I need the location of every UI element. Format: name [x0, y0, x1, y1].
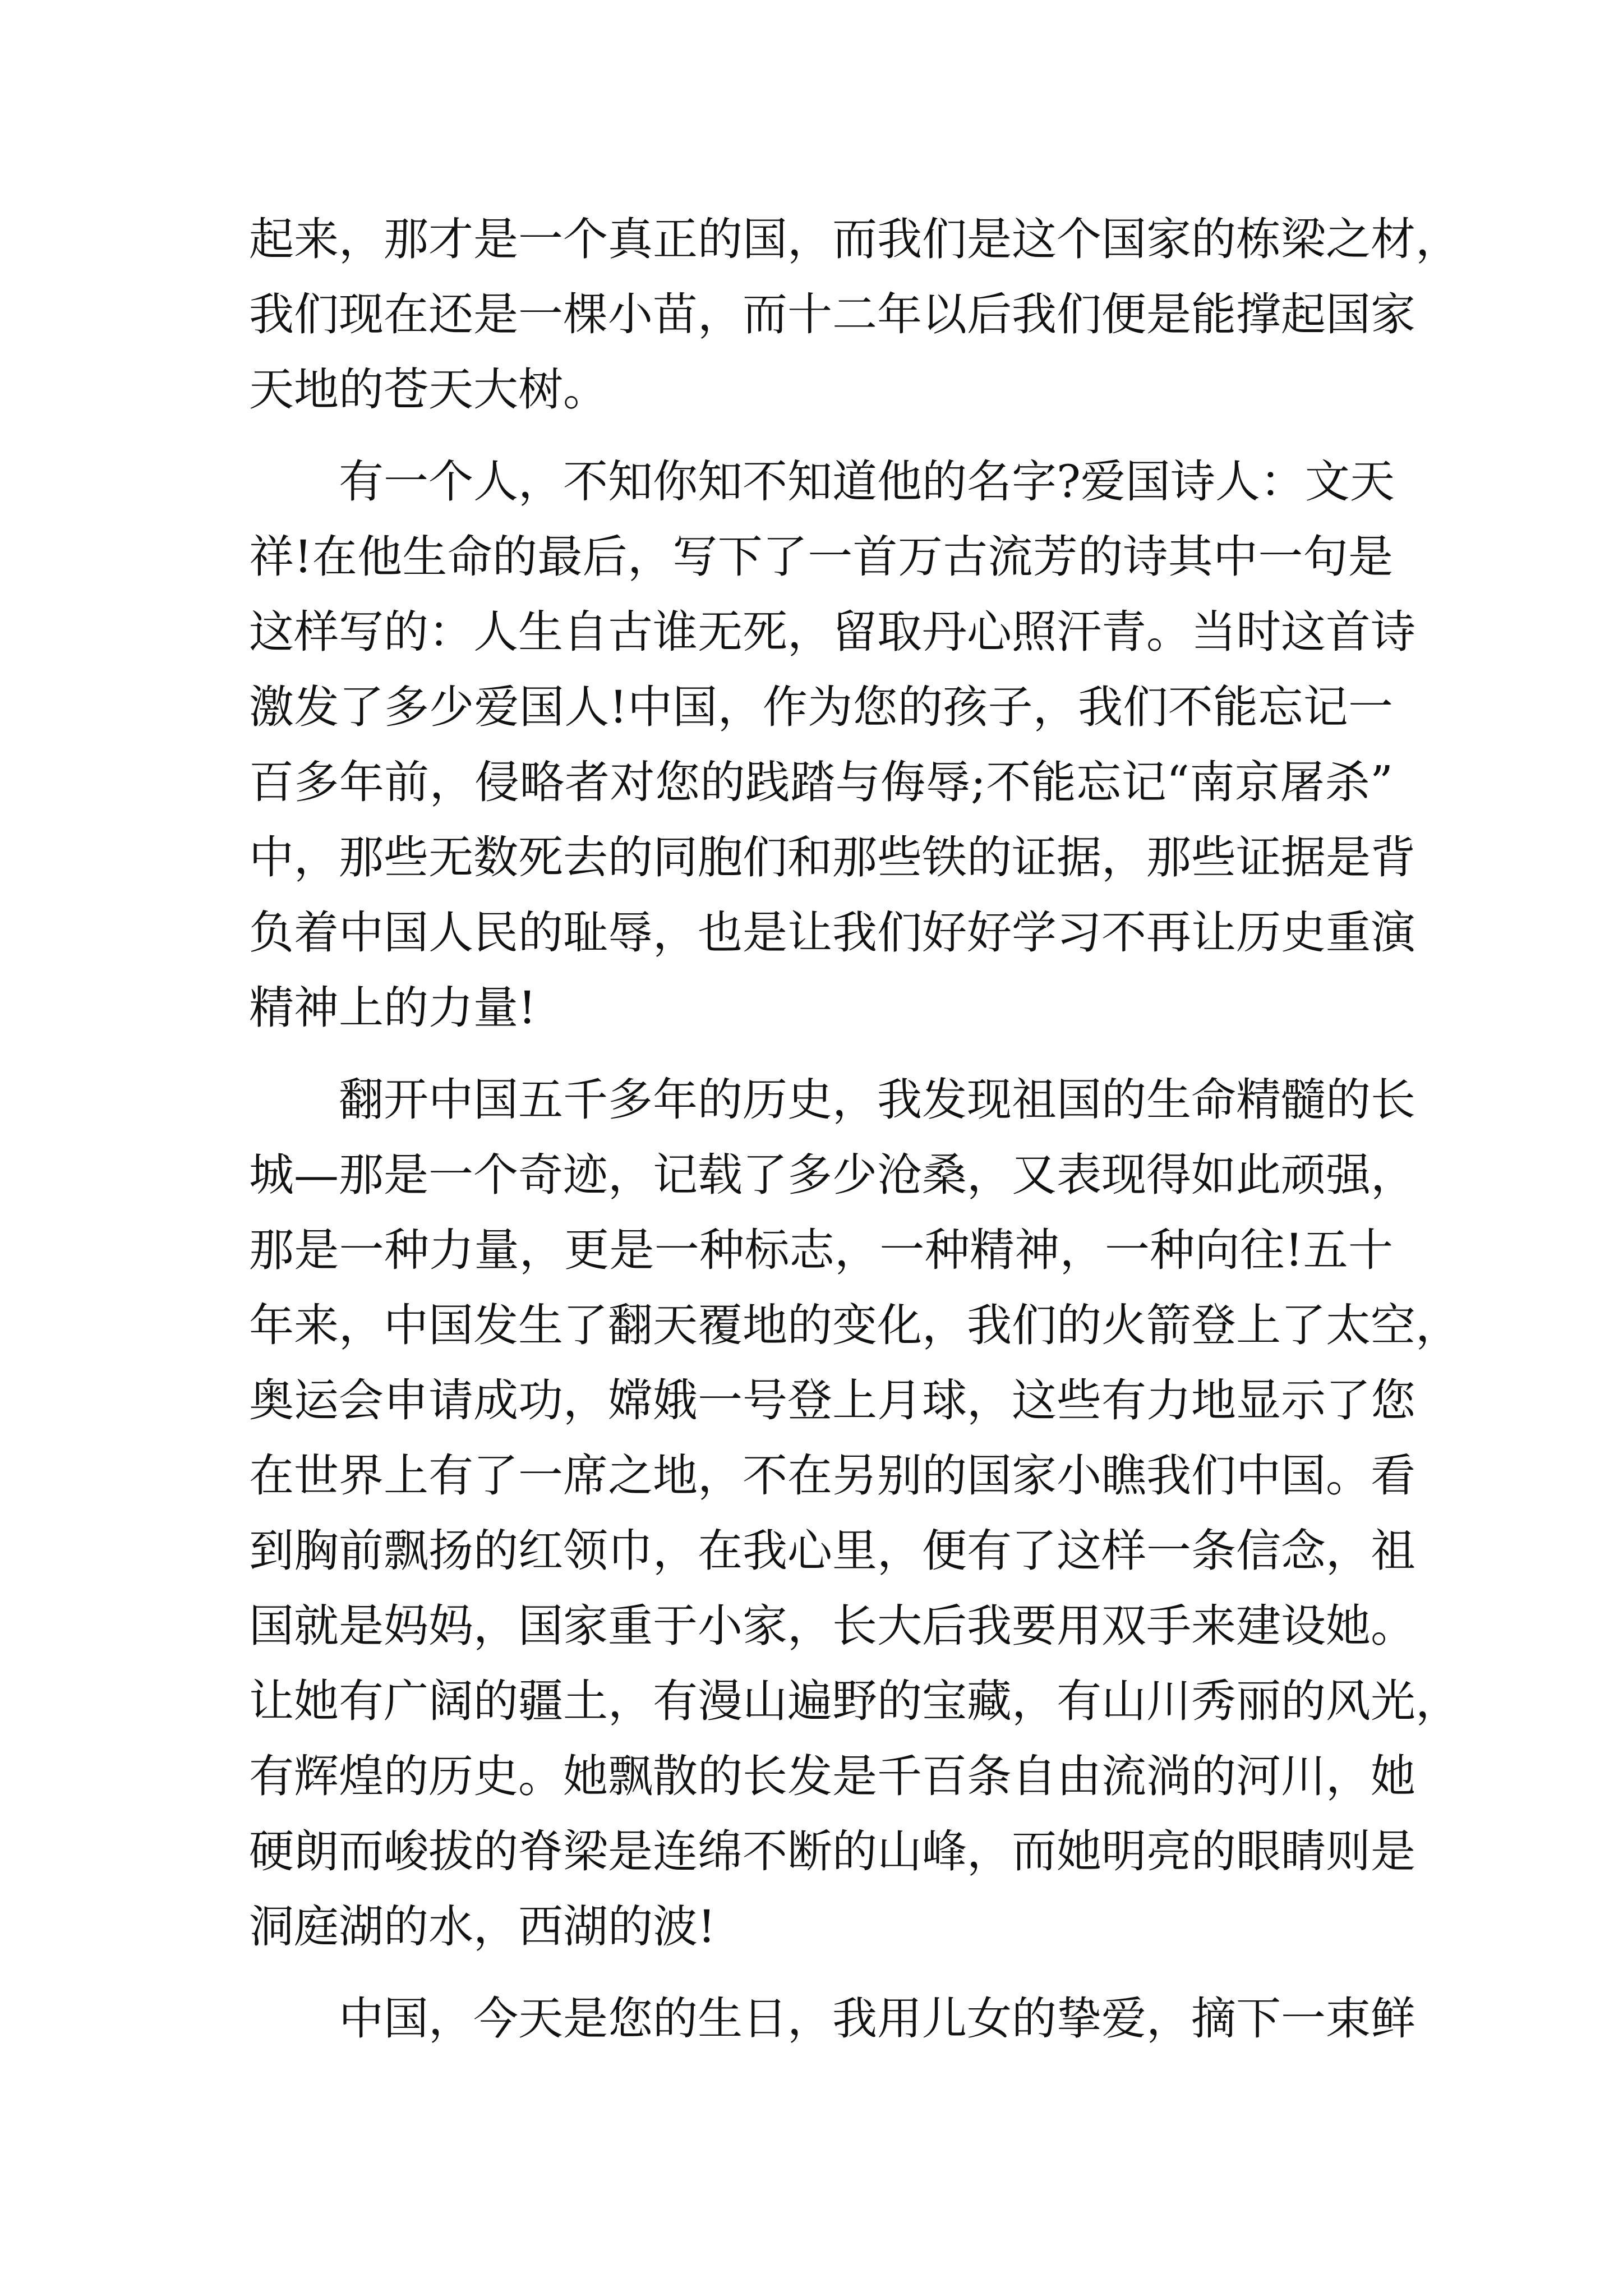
paragraph-gap: [249, 1046, 1393, 1062]
text-line: 年来，中国发生了翻天覆地的变化，我们的火箭登上了太空，: [249, 1299, 1460, 1351]
text-line: 百多年前，侵略者对您的践踏与侮辱;不能忘记“南京屠杀”: [249, 756, 1393, 808]
paragraph: [249, 444, 1415, 1046]
text-line: 奥运会申请成功，嫦娥一号登上月球，这些有力地显示了您: [249, 1374, 1415, 1427]
text-line: 有一个人，不知你知不知道他的名字?爱国诗人：文天: [339, 455, 1395, 508]
text-line: 在世界上有了一席之地，不在另别的国家小瞧我们中国。看: [249, 1450, 1415, 1502]
text-line: 硬朗而峻拔的脊梁是连绵不断的山峰，而她明亮的眼睛则是: [249, 1825, 1415, 1878]
text-line: 中国，今天是您的生日，我用儿女的挚爱，摘下一束鲜: [339, 1993, 1415, 2045]
paragraph: [249, 1062, 1460, 1964]
text-line: 天地的苍天大树。: [249, 364, 608, 416]
text-line: 让她有广阔的疆土，有漫山遍野的宝藏，有山川秀丽的风光，: [249, 1675, 1460, 1727]
text-line: 那是一种力量，更是一种标志，一种精神，一种向往!五十: [249, 1224, 1393, 1276]
text-line: 祥!在他生命的最后，写下了一首万古流芳的诗其中一句是: [249, 531, 1393, 583]
text-line: 这样写的：人生自古谁无死，留取丹心照汗青。当时这首诗: [249, 606, 1415, 658]
text-line: 到胸前飘扬的红领巾，在我心里，便有了这样一条信念，祖: [249, 1525, 1415, 1577]
paragraph: [249, 1981, 1415, 2056]
paragraph-gap: [249, 1964, 1393, 1981]
paragraph: [249, 202, 1460, 427]
text-line: 负着中国人民的耻辱，也是让我们好好学习不再让历史重演: [249, 907, 1415, 959]
text-line: 精神上的力量!: [249, 982, 537, 1034]
text-line: 起来，那才是一个真正的国，而我们是这个国家的栋梁之材，: [249, 213, 1460, 265]
text-line: 翻开中国五千多年的历史，我发现祖国的生命精髓的长: [339, 1074, 1415, 1126]
text-line: 洞庭湖的水，西湖的波!: [249, 1901, 716, 1953]
text-line: 城—那是一个奇迹，记载了多少沧桑，又表现得如此顽强，: [249, 1149, 1415, 1201]
text-line: 国就是妈妈，国家重于小家，长大后我要用双手来建设她。: [249, 1600, 1415, 1652]
paragraph-gap: [249, 427, 1393, 444]
text-line: 我们现在还是一棵小苗，而十二年以后我们便是能撑起国家: [249, 288, 1415, 341]
text-line: 有辉煌的历史。她飘散的长发是千百条自由流淌的河川，她: [249, 1750, 1415, 1802]
text-line: 激发了多少爱国人!中国，作为您的孩子，我们不能忘记一: [249, 681, 1393, 733]
text-line: 中，那些无数死去的同胞们和那些铁的证据，那些证据是背: [249, 831, 1415, 884]
document-body: [249, 202, 1460, 2056]
